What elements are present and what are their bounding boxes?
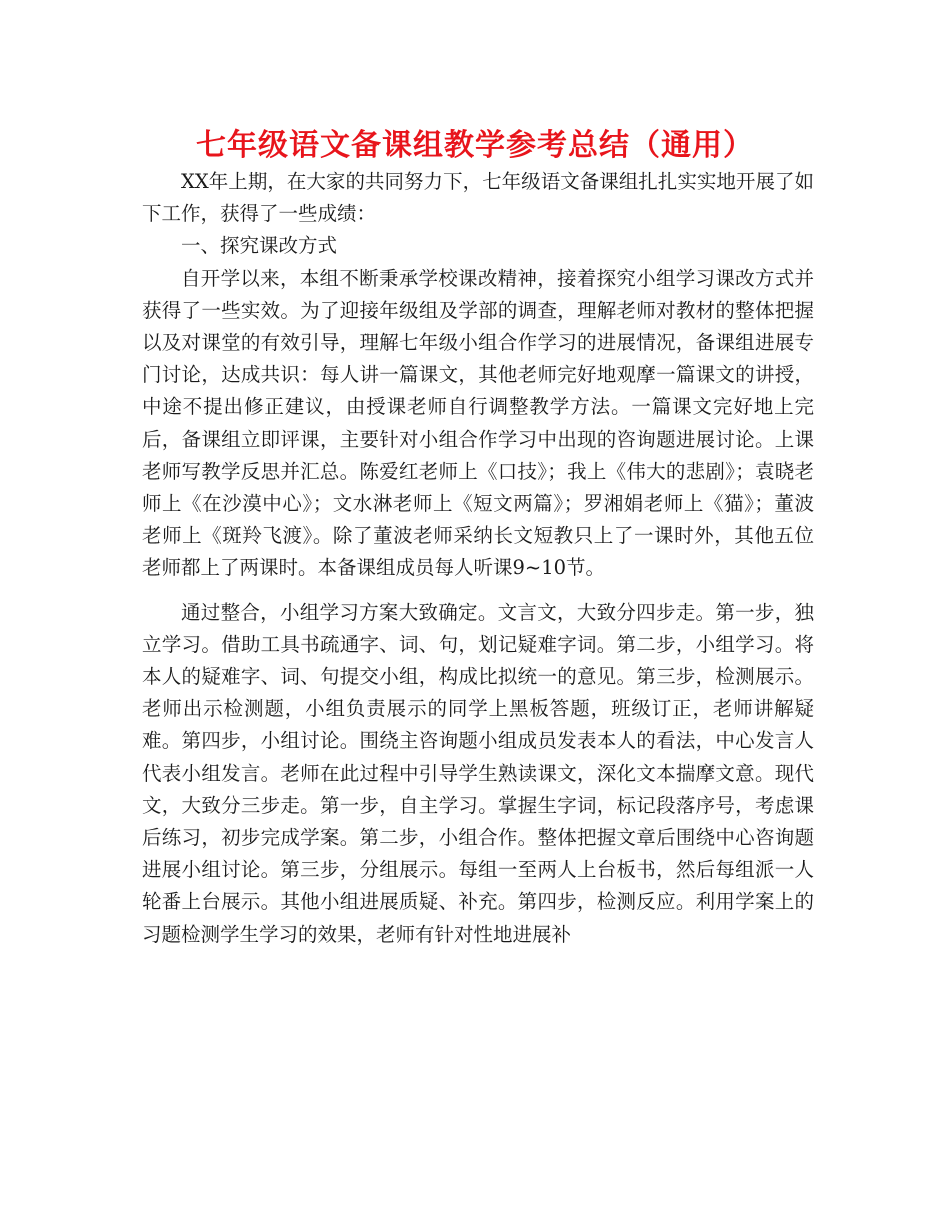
section-heading: 一、探究课改方式: [181, 234, 338, 258]
body-paragraph: 自开学以来，本组不断秉承学校课改精神，接着探究小组学习课改方式并获得了一些实效。为了迎接年级组及学部的调查，理解老师对教材的整体把握以及对课堂的有效引导，理解七年级小组合作学习的进展情况，备课组进展专门讨论，达成共识：每人讲一篇课文，其他老师完好地观摩一篇课文的讲授，中途不提出修正建议，由授课老师自行调整教学方法。一篇课文完好地上完后，备课组立即评课，主要针对小组合作学习中出现的咨询题进展讨论。上课老师写教学反思并汇总。陈爱红老师上《口技》；我上《伟大的悲剧》；袁晓老师上《在沙漠中心》；文水淋老师上《短文两篇》；罗湘娟老师上《猫》；董波老师上《斑羚飞渡》。除了董波老师采纳长文短教只上了一课时外，其他五位老师都上了两课时。本备课组成员每人听课9~10节。: [142, 266, 814, 580]
document-title: 七年级语文备课组教学参考总结（通用）: [196, 128, 754, 163]
document-body: [142, 166, 814, 951]
body-paragraph: 通过整合，小组学习方案大致确定。文言文，大致分四步走。第一步，独立学习。借助工具书疏通字、词、句，划记疑难字词。第二步，小组学习。将本人的疑难字、词、句提交小组，构成比拟统一的意见。第三步，检测展示。老师出示检测题，小组负责展示的同学上黑板答题，班级订正，老师讲解疑难。第四步，小组讨论。围绕主咨询题小组成员发表本人的看法，中心发言人代表小组发言。老师在此过程中引导学生熟读课文，深化文本揣摩文意。现代文，大致分三步走。第一步，自主学习。掌握生字词，标记段落序号，考虑课后练习，初步完成学案。第二步，小组合作。整体把握文章后围绕中心咨询题进展小组讨论。第三步，分组展示。每组一至两人上台板书，然后每组派一人轮番上台展示。其他小组进展质疑、补充。第四步，检测反应。利用学案上的习题检测学生学习的效果，老师有针对性地进展补: [142, 600, 814, 946]
intro-paragraph: XX年上期，在大家的共同努力下，七年级语文备课组扎扎实实地开展了如下工作，获得了一些成绩：: [142, 170, 814, 226]
